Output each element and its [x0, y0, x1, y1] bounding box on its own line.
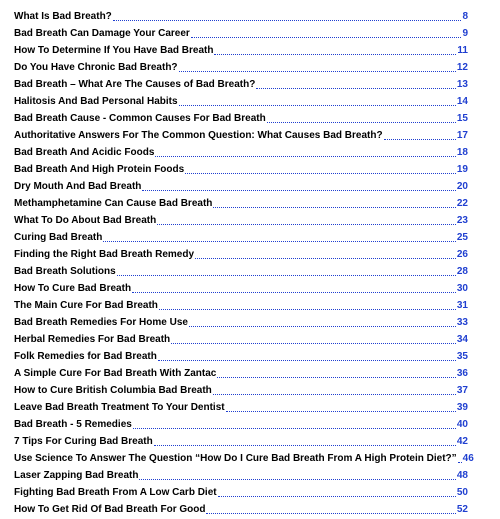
toc-entry-title: Bad Breath Cause - Common Causes For Bad Breath: [14, 113, 266, 124]
toc-dot-leader: [133, 428, 456, 429]
toc-entry[interactable]: [14, 6, 468, 23]
toc-entry-title: Authoritative Answers For The Common Question: What Causes Bad Breath?: [14, 130, 383, 141]
toc-entry[interactable]: [14, 108, 468, 125]
toc-entry-title: Laser Zapping Bad Breath: [14, 470, 139, 481]
toc-dot-leader: [158, 360, 456, 361]
toc-entry[interactable]: [14, 193, 468, 210]
toc-dot-leader: [195, 258, 456, 259]
toc-entry-page: 13: [456, 79, 468, 90]
toc-dot-leader: [226, 411, 456, 412]
toc-entry-page: 48: [456, 470, 468, 481]
toc-dot-leader: [179, 71, 456, 72]
toc-entry[interactable]: [14, 414, 468, 431]
toc-entry-page: 28: [456, 266, 468, 277]
toc-entry-title: Do You Have Chronic Bad Breath?: [14, 62, 178, 73]
toc-entry[interactable]: [14, 312, 468, 329]
toc-entry-title: Folk Remedies for Bad Breath: [14, 351, 157, 362]
toc-entry-title: Use Science To Answer The Question “How Do I Cure Bad Breath From A High Protein Diet?”: [14, 453, 457, 464]
toc-entry-title: 7 Tips For Curing Bad Breath: [14, 436, 153, 447]
toc-entry-title: Bad Breath – What Are The Causes of Bad Breath?: [14, 79, 256, 90]
toc-dot-leader: [191, 37, 462, 38]
toc-entry-page: 35: [456, 351, 468, 362]
toc-dot-leader: [132, 292, 456, 293]
toc-entry-title: Methamphetamine Can Cause Bad Breath: [14, 198, 213, 209]
toc-entry-title: Bad Breath And Acidic Foods: [14, 147, 155, 158]
toc-entry-page: 40: [456, 419, 468, 430]
toc-dot-leader: [142, 190, 455, 191]
toc-entry-page: 50: [456, 487, 468, 498]
toc-entry-page: 12: [456, 62, 468, 73]
toc-entry[interactable]: [14, 23, 468, 40]
toc-entry[interactable]: [14, 125, 468, 142]
toc-entry[interactable]: [14, 329, 468, 346]
toc-entry-page: 14: [456, 96, 468, 107]
toc-dot-leader: [213, 394, 456, 395]
toc-entry[interactable]: [14, 431, 468, 448]
toc-entry-page: 26: [456, 249, 468, 260]
toc-entry-title: Curing Bad Breath: [14, 232, 103, 243]
toc-entry-title: What Is Bad Breath?: [14, 11, 112, 22]
toc-entry[interactable]: [14, 295, 468, 312]
toc-dot-leader: [113, 20, 462, 21]
toc-entry[interactable]: [14, 482, 468, 499]
toc-entry[interactable]: [14, 244, 468, 261]
toc-dot-leader: [154, 445, 456, 446]
toc-entry-page: 37: [456, 385, 468, 396]
toc-entry[interactable]: [14, 465, 468, 482]
toc-entry[interactable]: [14, 176, 468, 193]
toc-entry[interactable]: [14, 40, 468, 57]
toc-entry[interactable]: [14, 380, 468, 397]
toc-entry-title: A Simple Cure For Bad Breath With Zantac: [14, 368, 217, 379]
toc-entry-title: How To Get Rid Of Bad Breath For Good: [14, 504, 206, 515]
toc-entry-title: Herbal Remedies For Bad Breath: [14, 334, 171, 345]
toc-entry-title: How To Cure Bad Breath: [14, 283, 132, 294]
toc-entry-title: Bad Breath Remedies For Home Use: [14, 317, 188, 328]
toc-dot-leader: [155, 156, 455, 157]
toc-entry-title: Fighting Bad Breath From A Low Carb Diet: [14, 487, 217, 498]
toc-dot-leader: [139, 479, 455, 480]
toc-entry-title: How To Determine If You Have Bad Breath: [14, 45, 214, 56]
toc-entry-page: 42: [456, 436, 468, 447]
toc-entry-page: 22: [456, 198, 468, 209]
toc-entry[interactable]: [14, 363, 468, 380]
toc-dot-leader: [256, 88, 456, 89]
toc-entry[interactable]: [14, 142, 468, 159]
toc-dot-leader: [206, 513, 455, 514]
toc-entry[interactable]: [14, 499, 468, 516]
toc-entry[interactable]: [14, 159, 468, 176]
toc-entry-page: 15: [456, 113, 468, 124]
toc-entry-page: 17: [456, 130, 468, 141]
toc-dot-leader: [103, 241, 456, 242]
toc-entry[interactable]: [14, 346, 468, 363]
toc-entry[interactable]: [14, 397, 468, 414]
toc-entry-page: 19: [456, 164, 468, 175]
toc-dot-leader: [117, 275, 456, 276]
toc-entry-title: Finding the Right Bad Breath Remedy: [14, 249, 195, 260]
toc-dot-leader: [179, 105, 456, 106]
toc-entry-title: The Main Cure For Bad Breath: [14, 300, 158, 311]
toc-dot-leader: [267, 122, 456, 123]
toc-dot-leader: [189, 326, 456, 327]
toc-entry-page: 34: [456, 334, 468, 345]
toc-entry-page: 36: [456, 368, 468, 379]
toc-entry-page: 25: [456, 232, 468, 243]
toc-entry-title: What To Do About Bad Breath: [14, 215, 157, 226]
toc-dot-leader: [214, 54, 456, 55]
toc-entry-page: 31: [456, 300, 468, 311]
toc-dot-leader: [384, 139, 456, 140]
toc-dot-leader: [213, 207, 455, 208]
toc-entry-title: Bad Breath Can Damage Your Career: [14, 28, 190, 39]
toc-entry-page: 30: [456, 283, 468, 294]
toc-entry-title: Bad Breath Solutions: [14, 266, 116, 277]
toc-entry-page: 11: [457, 45, 468, 56]
toc-entry-title: Leave Bad Breath Treatment To Your Dentist: [14, 402, 225, 413]
toc-entry-page: 23: [456, 215, 468, 226]
toc-entry-page: 18: [456, 147, 468, 158]
toc-entry[interactable]: [14, 227, 468, 244]
toc-entry-page: 39: [456, 402, 468, 413]
toc-entry-page: 9: [462, 28, 468, 39]
toc-entry-title: Bad Breath And High Protein Foods: [14, 164, 185, 175]
toc-entry-page: 52: [456, 504, 468, 515]
toc-entry[interactable]: [14, 210, 468, 227]
toc-entry[interactable]: [14, 278, 468, 295]
toc-entry[interactable]: [14, 261, 468, 278]
toc-entry-title: Halitosis And Bad Personal Habits: [14, 96, 178, 107]
toc-entry[interactable]: [14, 74, 468, 91]
toc-entry[interactable]: [14, 57, 468, 74]
toc-dot-leader: [159, 309, 456, 310]
toc-entry-title: How to Cure British Columbia Bad Breath: [14, 385, 212, 396]
toc-entry[interactable]: [14, 91, 468, 108]
toc-entry-title: Dry Mouth And Bad Breath: [14, 181, 142, 192]
toc-entry-title: Bad Breath - 5 Remedies: [14, 419, 132, 430]
toc-dot-leader: [185, 173, 456, 174]
toc-dot-leader: [218, 496, 456, 497]
toc-dot-leader: [217, 377, 456, 378]
toc-entry-page: 20: [456, 181, 468, 192]
toc-entry-page: 8: [462, 11, 468, 22]
toc-entry-page: 46: [462, 453, 474, 464]
toc-dot-leader: [157, 224, 456, 225]
toc-entry[interactable]: [14, 448, 474, 465]
toc-dot-leader: [171, 343, 456, 344]
toc-entry-page: 33: [456, 317, 468, 328]
